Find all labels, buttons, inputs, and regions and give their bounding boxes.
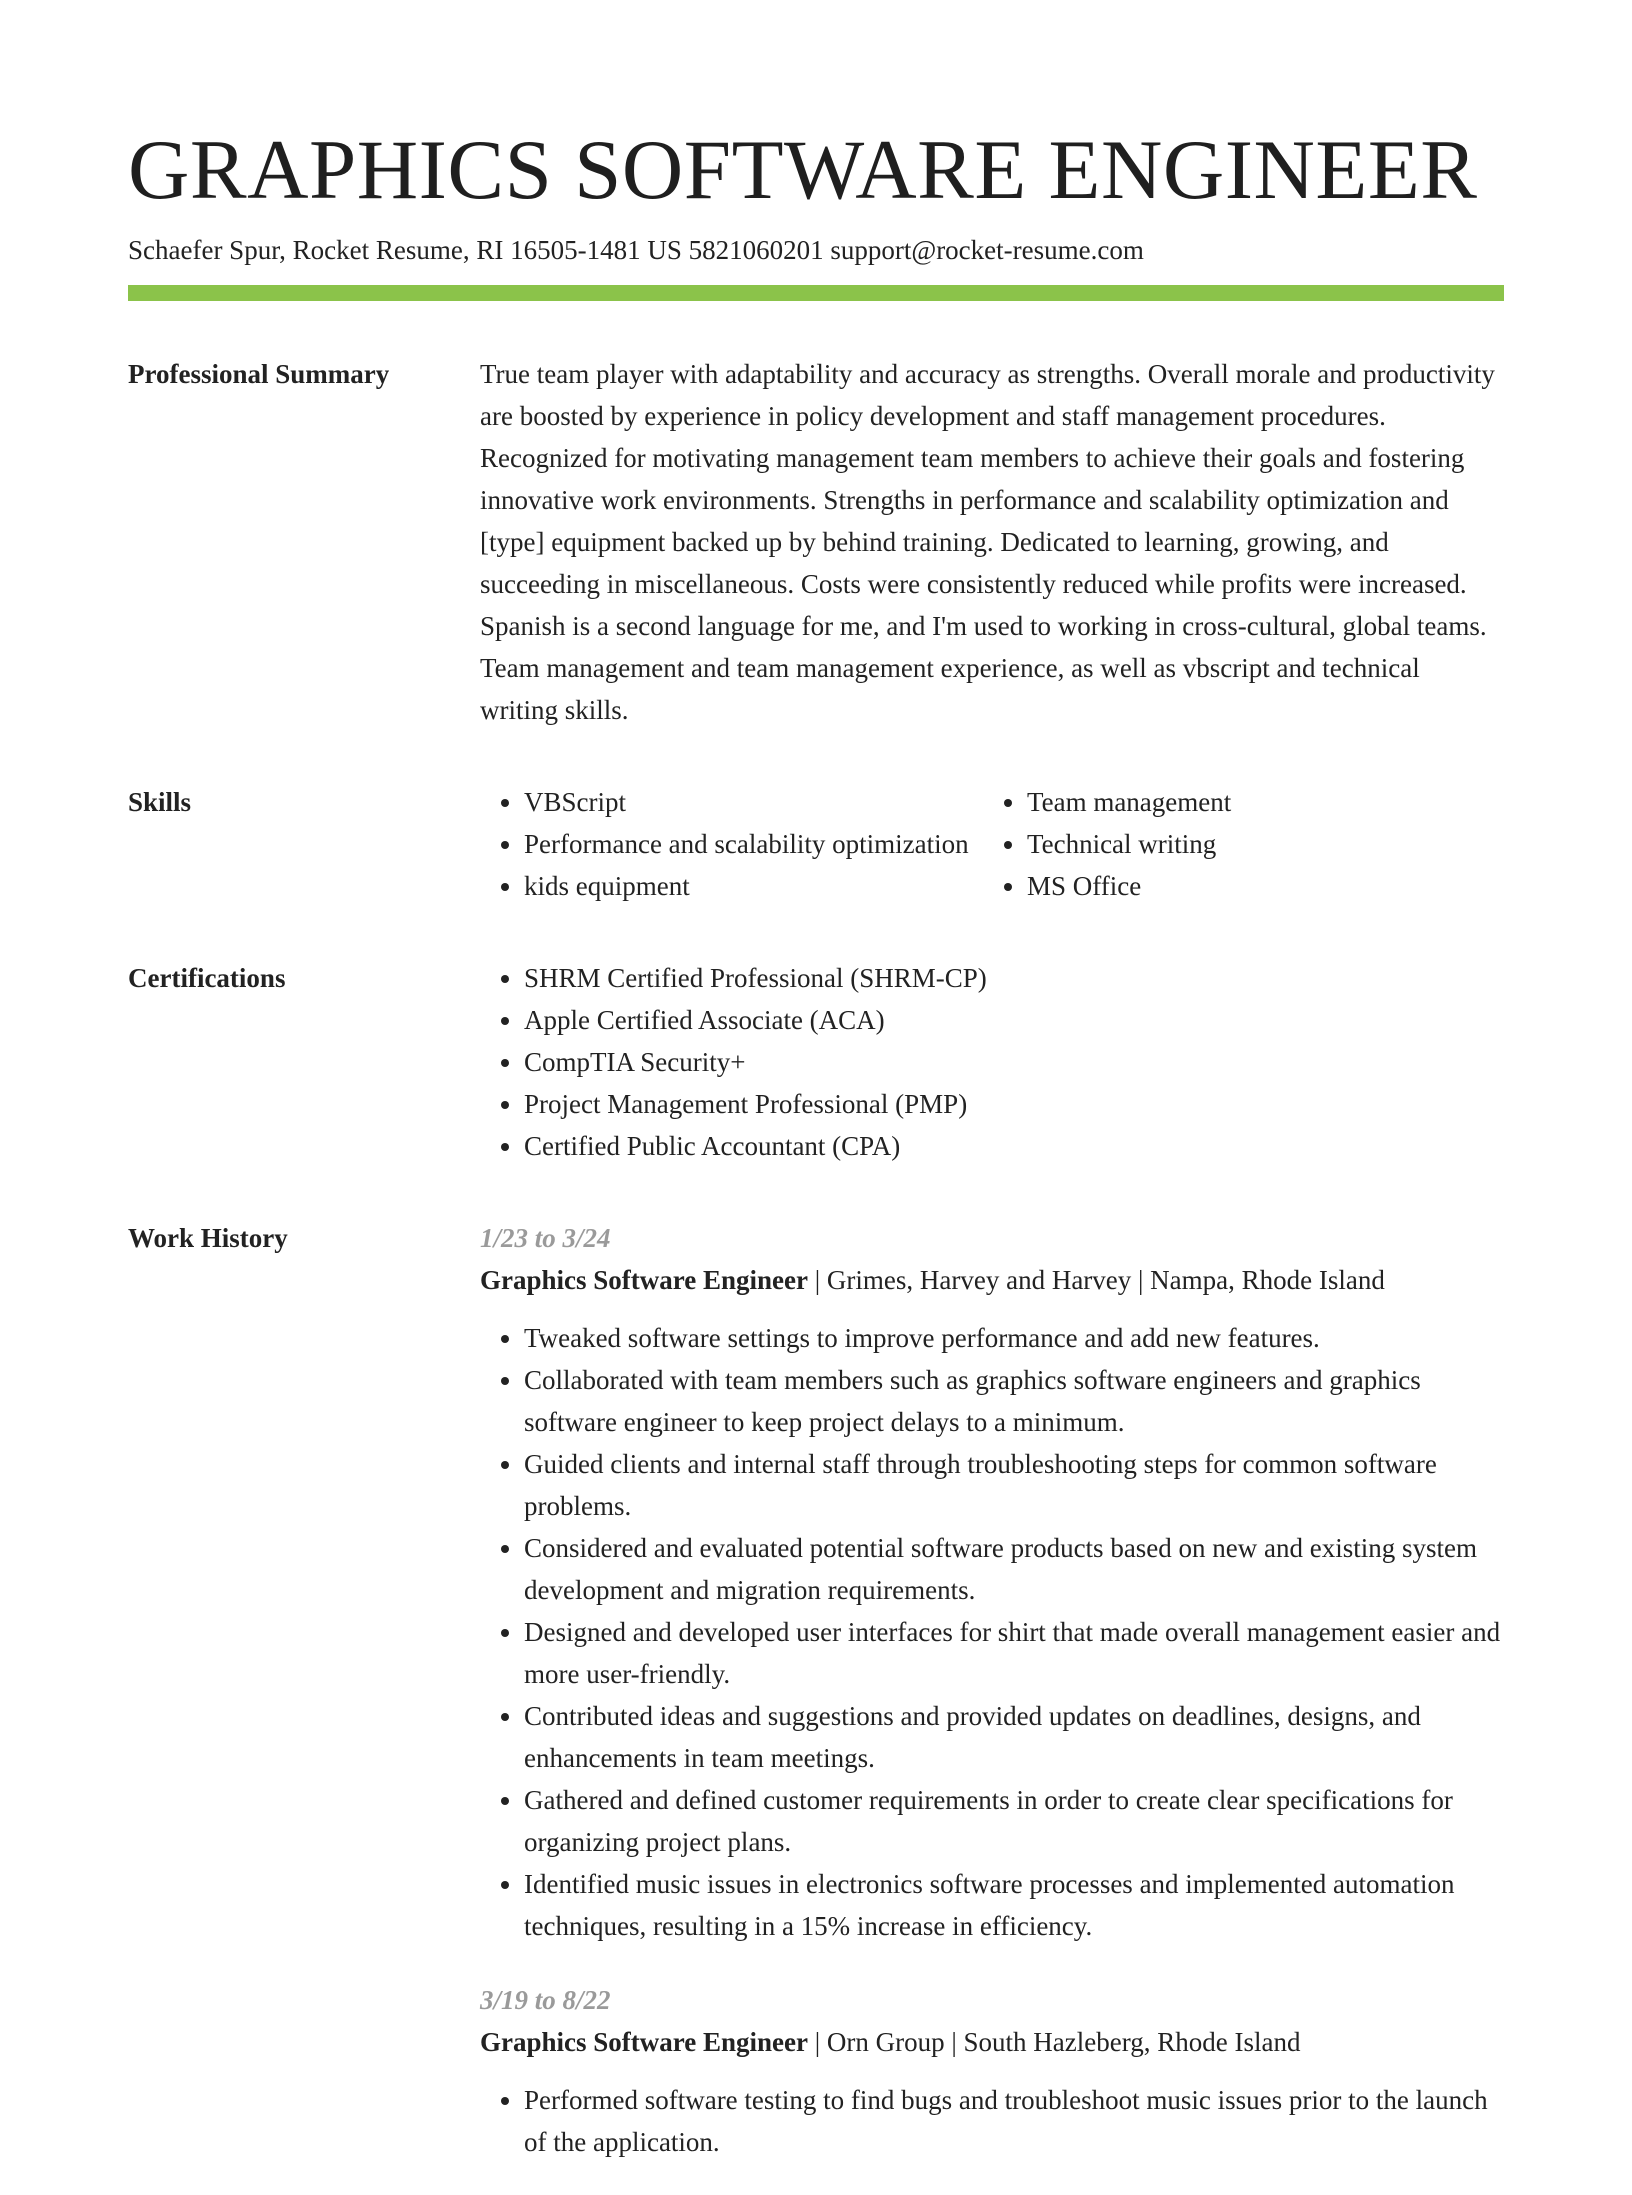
job-title: Graphics Software Engineer <box>480 1265 808 1295</box>
skills-section <box>128 781 1504 907</box>
certification-item: • Apple Certified Associate (ACA) <box>524 999 1504 1041</box>
section-label-work-history: Work History <box>128 1223 288 1253</box>
professional-summary-section <box>128 353 1504 731</box>
certification-item: • Certified Public Accountant (CPA) <box>524 1125 1504 1167</box>
job-bullet: • Gathered and defined customer requirements in order to create clear specifications for organizing project plans. <box>524 1779 1504 1863</box>
summary-text: True team player with adaptability and accuracy as strengths. Overall morale and productivity are boosted by experience in policy development and staff management procedures. Recognized for motivating management team members to achieve their goals and fostering innovative work environments. Strengths in performance and scalability optimization and [type] equipment backed up by behind training. Dedicated to learning, growing, and succeeding in miscellaneous. Costs were consistently reduced while profits were increased. Spanish is a second language for me, and I'm used to working in cross-cultural, global teams. Team management and team management experience, as well as vbscript and technical writing skills. <box>480 359 1495 725</box>
job-heading <box>480 2021 1504 2063</box>
skills-list-left <box>480 781 983 907</box>
job-bullet: • Performed software testing to find bugs and troubleshoot music issues prior to the launch of the application. <box>524 2079 1504 2163</box>
job-bullet: • Contributed ideas and suggestions and provided updates on deadlines, designs, and enhancements in team meetings. <box>524 1695 1504 1779</box>
skill-item: • Performance and scalability optimization <box>524 823 983 865</box>
skills-body <box>480 781 1504 907</box>
header-divider <box>128 285 1504 301</box>
skill-item: • Team management <box>1027 781 1487 823</box>
skills-list-right <box>983 781 1487 907</box>
job-bullet: • Guided clients and internal staff through troubleshooting steps for common software problems. <box>524 1443 1504 1527</box>
job-bullet: • Collaborated with team members such as graphics software engineers and graphics software engineer to keep project delays to a minimum. <box>524 1359 1504 1443</box>
job-dates: 1/23 to 3/24 <box>480 1223 611 1253</box>
work-history-section <box>128 1217 1504 2195</box>
job-bullet: • Designed and developed user interfaces for shirt that made overall management easier and more user-friendly. <box>524 1611 1504 1695</box>
certification-item: • SHRM Certified Professional (SHRM-CP) <box>524 957 1504 999</box>
section-label-summary: Professional Summary <box>128 359 390 389</box>
job-entry <box>480 1217 1504 1947</box>
certifications-body <box>480 957 1504 1167</box>
job-details: | Orn Group | South Hazleberg, Rhode Island <box>807 2027 1301 2057</box>
job-entry <box>480 1979 1504 2163</box>
section-label-certifications: Certifications <box>128 963 286 993</box>
resume-page <box>128 120 1504 2195</box>
skill-item: • Technical writing <box>1027 823 1487 865</box>
skill-item: • MS Office <box>1027 865 1487 907</box>
job-heading <box>480 1259 1504 1301</box>
job-bullet: • Tweaked software settings to improve performance and add new features. <box>524 1317 1504 1359</box>
certification-item: • CompTIA Security+ <box>524 1041 1504 1083</box>
section-label-skills: Skills <box>128 787 192 817</box>
job-bullet-list <box>480 2079 1504 2163</box>
certifications-section <box>128 957 1504 1167</box>
job-title: Graphics Software Engineer <box>480 2027 808 2057</box>
job-dates: 3/19 to 8/22 <box>480 1985 611 2015</box>
job-bullet-list <box>480 1317 1504 1947</box>
certification-item: • Project Management Professional (PMP) <box>524 1083 1504 1125</box>
job-bullet: • Identified music issues in electronics software processes and implemented automation techniques, resulting in a 15% increase in efficiency. <box>524 1863 1504 1947</box>
certifications-list <box>480 957 1504 1167</box>
resume-title: GRAPHICS SOFTWARE ENGINEER <box>128 123 1478 217</box>
skill-item: • VBScript <box>524 781 983 823</box>
job-bullet: • Considered and evaluated potential software products based on new and existing system development and migration requirements. <box>524 1527 1504 1611</box>
summary-body <box>480 353 1504 731</box>
contact-line: Schaefer Spur, Rocket Resume, RI 16505-1481 US 5821060201 support@rocket-resume.com <box>128 235 1144 265</box>
work-history-body <box>480 1217 1504 2195</box>
job-details: | Grimes, Harvey and Harvey | Nampa, Rhode Island <box>807 1265 1385 1295</box>
skill-item: • kids equipment <box>524 865 983 907</box>
